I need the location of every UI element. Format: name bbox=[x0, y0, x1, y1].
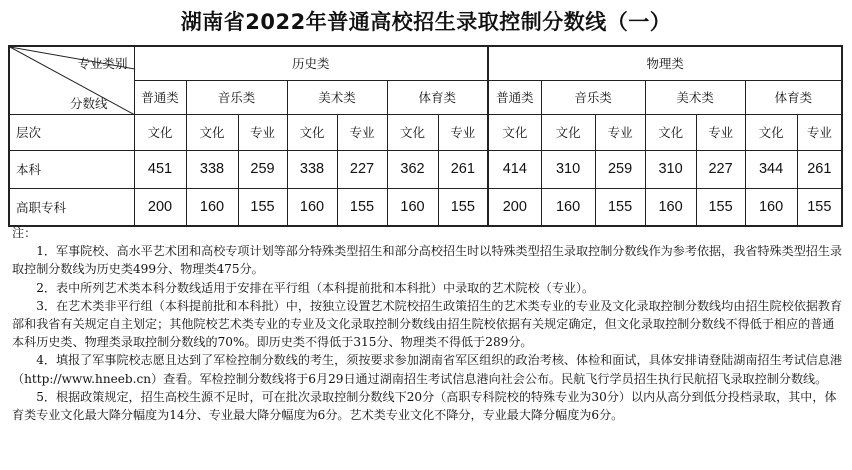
corner-category-label: 专业类别 bbox=[77, 56, 128, 71]
physics-group-art: 美术类 bbox=[645, 80, 745, 114]
table-cell: 259 bbox=[238, 150, 287, 188]
history-header: 历史类 bbox=[134, 46, 488, 80]
table-cell: 155 bbox=[696, 188, 745, 226]
table-cell: 160 bbox=[645, 188, 696, 226]
sub-header: 文化 bbox=[134, 114, 186, 150]
note-item: 5．根据政策规定，招生高校生源不足时，可在批次录取控制分数线下20分（高职专科院校的特殊专业为30分）以内从高分到低分投档录取，其中，体育类专业文化最大降分幅度为14分、专业最大降分幅度为6分。艺术类专业文化不降分，专业最大降分幅度为6分。 bbox=[12, 389, 837, 423]
sub-header: 文化 bbox=[745, 114, 797, 150]
table-row bbox=[9, 150, 842, 188]
table-cell: 414 bbox=[488, 150, 541, 188]
sub-header: 专业 bbox=[696, 114, 745, 150]
history-group-art: 美术类 bbox=[287, 80, 387, 114]
sub-header: 文化 bbox=[645, 114, 696, 150]
sub-header: 专业 bbox=[797, 114, 842, 150]
table-cell: 200 bbox=[134, 188, 186, 226]
sub-header: 专业 bbox=[337, 114, 387, 150]
history-group-music: 音乐类 bbox=[186, 80, 287, 114]
history-group-sports: 体育类 bbox=[387, 80, 488, 114]
table-cell: 344 bbox=[745, 150, 797, 188]
table-cell: 160 bbox=[541, 188, 595, 226]
table-cell: 451 bbox=[134, 150, 186, 188]
note-item: 4．填报了军事院校志愿且达到了军检控制分数线的考生，须按要求参加湖南省军区组织的政治考核、体检和面试，具体安排请登陆湖南招生考试信息港（http://www.hneeb.cn）查看。军检控制分数线将于6月29日通过湖南招生考试信息港向社会公布。民航飞行学员招生执行民航招飞录取控制分数线。 bbox=[12, 353, 843, 386]
row-label: 本科 bbox=[9, 150, 134, 188]
table-cell: 160 bbox=[745, 188, 797, 226]
page-title: 湖南省2022年普通高校招生录取控制分数线（一） bbox=[180, 10, 672, 34]
table-cell: 160 bbox=[387, 188, 438, 226]
history-group-regular: 普通类 bbox=[134, 80, 186, 114]
table-cell: 200 bbox=[488, 188, 541, 226]
notes-label: 注： bbox=[12, 226, 37, 240]
sub-header: 文化 bbox=[387, 114, 438, 150]
table-cell: 338 bbox=[287, 150, 337, 188]
table-cell: 310 bbox=[645, 150, 696, 188]
table-cell: 362 bbox=[387, 150, 438, 188]
table-cell: 155 bbox=[337, 188, 387, 226]
table-cell: 259 bbox=[595, 150, 645, 188]
note-item: 3．在艺术类非平行组（本科提前批和本科批）中，按独立设置艺术院校招生政策招生的艺术类专业的专业及文化录取控制分数线均由招生院校依据教育部和我省有关规定自主划定；其他院校艺术类专业的专业及文化录取控制分数线由招生院校依据有关规定确定，但文化录取控制分数线不得低于相应的普通本科历史类、物理类录取控制分数线的70%。即历史类不得低于315分、物理类不得低于289分。 bbox=[12, 298, 843, 350]
sub-header: 专业 bbox=[238, 114, 287, 150]
sub-header: 文化 bbox=[287, 114, 337, 150]
table-row bbox=[9, 188, 842, 226]
physics-header: 物理类 bbox=[488, 46, 842, 80]
sub-header: 文化 bbox=[186, 114, 238, 150]
table-cell: 261 bbox=[797, 150, 842, 188]
table-cell: 160 bbox=[186, 188, 238, 226]
row-label: 高职专科 bbox=[9, 188, 134, 226]
score-table bbox=[8, 45, 843, 227]
note-item: 2．表中所列艺术类本科分数线适用于安排在平行组（本科提前批和本科批）中录取的艺术院校（专业）。 bbox=[36, 280, 595, 295]
table-cell: 261 bbox=[438, 150, 488, 188]
table-cell: 338 bbox=[186, 150, 238, 188]
note-item: 1．军事院校、高水平艺术团和高校专项计划等部分特殊类型招生和部分高校招生时以特殊类型招生录取控制分数线作为参考依据，我省特殊类型招生录取控制分数线为历史类499分、物理类475分。 bbox=[12, 244, 843, 277]
sub-header: 文化 bbox=[488, 114, 541, 150]
table-cell: 310 bbox=[541, 150, 595, 188]
table-cell: 155 bbox=[238, 188, 287, 226]
table-cell: 227 bbox=[337, 150, 387, 188]
level-label: 层次 bbox=[9, 114, 134, 150]
table-cell: 227 bbox=[696, 150, 745, 188]
sub-header: 专业 bbox=[438, 114, 488, 150]
table-cell: 155 bbox=[797, 188, 842, 226]
sub-header: 文化 bbox=[541, 114, 595, 150]
sub-header: 专业 bbox=[595, 114, 645, 150]
corner-score-label: 分数线 bbox=[70, 96, 108, 111]
table-cell: 155 bbox=[595, 188, 645, 226]
table-cell: 155 bbox=[438, 188, 488, 226]
table-cell: 160 bbox=[287, 188, 337, 226]
physics-group-sports: 体育类 bbox=[745, 80, 842, 114]
physics-group-music: 音乐类 bbox=[541, 80, 645, 114]
corner-header bbox=[9, 46, 134, 114]
notes-section bbox=[12, 224, 844, 424]
physics-group-regular: 普通类 bbox=[488, 80, 541, 114]
